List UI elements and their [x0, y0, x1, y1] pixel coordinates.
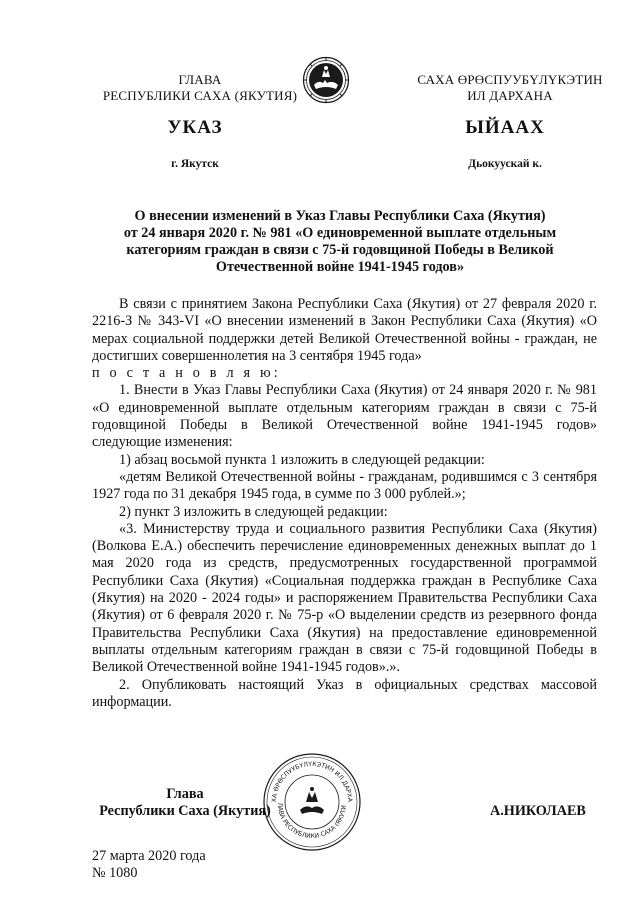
decree-body — [92, 296, 597, 711]
city-ru: г. Якутск — [171, 158, 219, 170]
heading-line2: от 24 января 2020 г. № 981 «О единовременной выплате отдельным — [123, 225, 557, 241]
item-1-1-text: «детям Великой Отечественной войны - гражданам, родившимся с 3 сентября 1927 года по 31 декабря 1945 года, в сумме по 3 000 рублей.»; — [92, 468, 597, 503]
item-2: 2. Опубликовать настоящий Указ в официальных средствах массовой информации. — [92, 676, 597, 710]
seal-text-top: ХА ӨРӨСПУУБҮЛҮКЭТИН ИЛ ДАРХА — [270, 760, 354, 803]
decree-word: п о с т а н о в л я ю: — [92, 365, 281, 382]
decree-number: № 1080 — [92, 865, 138, 881]
heading-line3: категориям граждан в связи с 75-й годовщиной Победы в Великой — [126, 242, 554, 258]
left-header — [70, 72, 330, 104]
seal-text-bottom: ЛАВА РЕСПУБЛИКИ САХА (ЯКУТИ — [275, 802, 349, 841]
signature-title — [85, 786, 285, 820]
right-header-line2: ИЛ ДАРХАНА — [467, 88, 553, 103]
decree-heading — [80, 208, 600, 276]
left-header-line2: РЕСПУБЛИКИ САХА (ЯКУТИЯ) — [102, 88, 298, 103]
left-header-line1: ГЛАВА — [178, 72, 222, 87]
coat-of-arms-icon — [302, 56, 350, 104]
signature-title-line2: Республики Саха (Якутия) — [99, 803, 271, 819]
signatory-name: А.НИКОЛАЕВ — [490, 803, 586, 819]
doc-type-ru: УКАЗ — [167, 117, 223, 138]
decree-footer — [92, 848, 312, 882]
heading-line4: Отечественной войне 1941-1945 годов» — [215, 259, 465, 275]
signature-title-line1: Глава — [166, 786, 204, 802]
heading-line1: О внесении изменений в Указ Главы Республики Саха (Якутия) — [134, 208, 546, 224]
item-1-2-text: «3. Министерству труда и социального развития Республики Саха (Якутия) (Волкова Е.А.) обеспечить перечисление единовременных денежных выплат до 1 мая 2020 года из средств, предусмотренных государственной программой Республики Саха (Якутия) «Социальная поддержка граждан в Республике Саха (Якутия) на 2020 - 2024 годы» и распоряжением Правительства Республики Саха (Якутия) от 6 февраля 2020 г. № 75-р «О выделении средств из резервного фонда Правительства Республики Саха (Якутия) на предоставление единовременной выплаты отдельным категориям граждан в связи с 75-й годовщиной Победы в Великой Отечественной войне 1941-1945 годов».». — [92, 520, 597, 676]
doc-type-sakha: ЫЙААХ — [465, 117, 545, 138]
right-header-line1: САХА ӨРӨСПУУБҮЛҮКЭТИН — [417, 72, 603, 87]
item-1-2: 2) пункт 3 изложить в следующей редакции: — [119, 503, 388, 520]
right-header — [390, 72, 630, 104]
city-sakha: Дьокуускай к. — [468, 158, 542, 170]
item-1: 1. Внести в Указ Главы Республики Саха (Якутия) от 24 января 2020 г. № 981 «О единовременной выплате отдельным категориям граждан в связи с 75-й годовщиной Победы в Великой Отечественной войне 1941-1945 годов» следующие изменения: — [92, 382, 597, 451]
intro-paragraph: В связи с принятием Закона Республики Саха (Якутия) от 27 февраля 2020 г. 2216-З № 343-VI «О внесении изменений в Закон Республики Саха (Якутия) «О мерах социальной поддержки детей Великой Отечественной войны - граждан, не достигших совершеннолетия на 3 сентября 1945 года» — [92, 296, 597, 364]
item-1-1: 1) абзац восьмой пункта 1 изложить в следующей редакции: — [119, 451, 485, 468]
decree-date: 27 марта 2020 года — [92, 848, 206, 864]
